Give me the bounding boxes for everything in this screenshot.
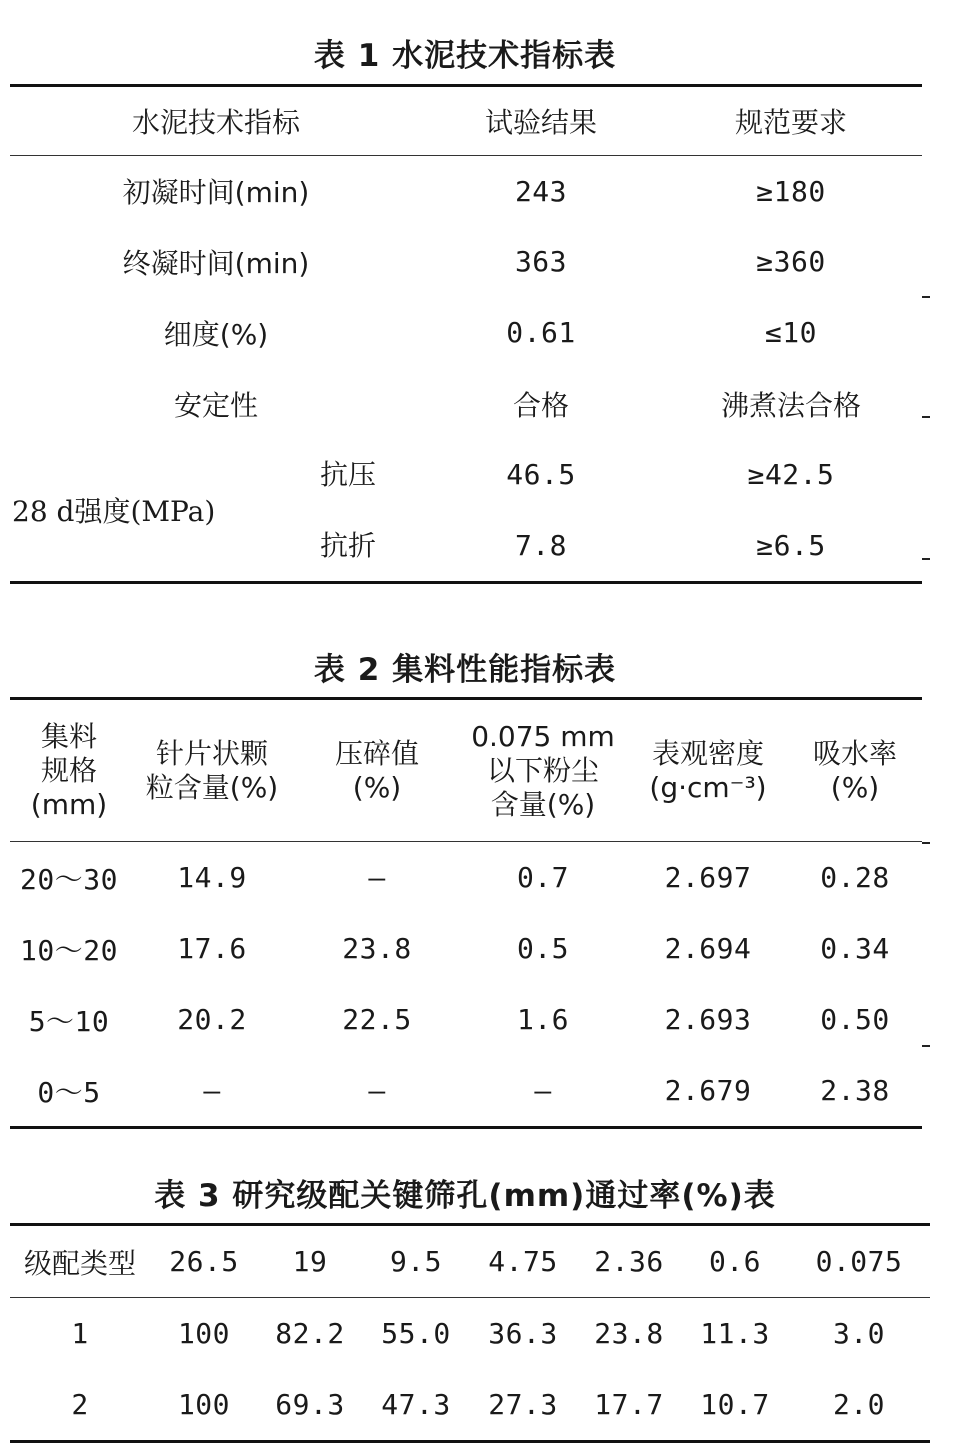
header-line: 集料 [40, 719, 97, 753]
table-row [10, 439, 922, 510]
scan-edge-mark [922, 1045, 930, 1047]
row-label: 细度(%) [163, 317, 269, 351]
header-cell [788, 699, 922, 842]
table-cell: 2.0 [832, 1388, 886, 1421]
table-row [10, 1055, 922, 1128]
row-label: 初凝时间(min) [122, 176, 310, 209]
header-cell: 19 [258, 1225, 362, 1298]
table-row [10, 1298, 930, 1370]
header-line: 吸水率 [812, 736, 897, 770]
spec-cell: ≥360 [756, 245, 826, 278]
table-row [10, 1369, 930, 1442]
table-cell: 82.2 [275, 1317, 345, 1350]
header-cell: 26.5 [150, 1225, 258, 1298]
table-cell: 23.8 [594, 1317, 664, 1350]
table-cell: — [534, 1074, 552, 1107]
header-cell [628, 699, 788, 842]
table-cell: 2.679 [664, 1074, 752, 1107]
table-cell: — [203, 1074, 221, 1107]
table-cell: 36.3 [488, 1317, 558, 1350]
table-cell: 1.6 [516, 1003, 570, 1036]
table-row [10, 913, 922, 984]
table-cell: 2.694 [664, 932, 752, 965]
table-cell: 22.5 [342, 1003, 412, 1036]
table-header-row [10, 86, 922, 156]
table-cell: 2.693 [664, 1003, 752, 1036]
table-row [10, 368, 922, 439]
header-line: 压碎值 [334, 736, 419, 770]
table-cell: 69.3 [275, 1388, 345, 1421]
header-cell: 9.5 [362, 1225, 470, 1298]
table2-caption: 表 2 集料性能指标表 [313, 652, 617, 688]
header-cell [458, 699, 628, 842]
table-cell: 2.38 [820, 1074, 890, 1107]
table-cell: 3.0 [832, 1317, 886, 1350]
header-cell: 0.075 [788, 1225, 930, 1298]
result-cell: 合格 [512, 388, 569, 422]
header-cell: 2.36 [576, 1225, 682, 1298]
strength-label: 28 d强度(MPa) [12, 495, 216, 528]
scan-edge-mark [922, 558, 930, 560]
table-cell: 27.3 [488, 1388, 558, 1421]
table-row [10, 297, 922, 368]
table-cell: 0.7 [516, 861, 570, 894]
header-line: 表观密度 [651, 736, 764, 770]
table-cell: 11.3 [700, 1317, 770, 1350]
table-cell: 20.2 [177, 1003, 247, 1036]
table-cell: 0.28 [820, 861, 890, 894]
header-cell: 0.6 [682, 1225, 788, 1298]
spec-cell: ≤10 [764, 316, 818, 349]
table-cell: 20～30 [20, 862, 118, 896]
table-cell: — [368, 1074, 386, 1107]
scan-edge-mark [922, 416, 930, 418]
header-line: (%) [352, 770, 402, 804]
table-row [10, 984, 922, 1055]
header-line: (g·cm⁻³) [649, 770, 767, 804]
table-cell: 100 [177, 1388, 231, 1421]
table-cell: 10～20 [20, 933, 118, 967]
table-cell: 47.3 [381, 1388, 451, 1421]
header-cell [296, 699, 458, 842]
result-cell: 363 [514, 245, 568, 278]
spec-cell: ≥42.5 [747, 458, 835, 491]
table-cell: 100 [177, 1317, 231, 1350]
table-cell: 0.34 [820, 932, 890, 965]
table1-caption: 表 1 水泥技术指标表 [313, 38, 617, 74]
table-header-row [10, 699, 922, 842]
table-header-row [10, 1225, 930, 1298]
aggregate-index-table [10, 697, 922, 1129]
header-cell [10, 699, 128, 842]
table-cell: 1 [71, 1317, 89, 1350]
header-cell: 规范要求 [660, 86, 922, 156]
spec-cell: ≥6.5 [756, 529, 826, 562]
row-label: 安定性 [173, 388, 258, 422]
table-cell: 17.7 [594, 1388, 664, 1421]
gradation-passing-table [10, 1223, 930, 1443]
header-line: 以下粉尘 [486, 753, 599, 787]
strength-sub-label: 抗压 [319, 458, 376, 491]
table-cell: 23.8 [342, 932, 412, 965]
header-line: 含量(%) [490, 787, 596, 821]
spec-cell: ≥180 [756, 174, 826, 208]
header-cell [128, 699, 296, 842]
header-cell: 4.75 [470, 1225, 576, 1298]
header-line: (%) [830, 770, 880, 804]
header-cell: 水泥技术指标 [10, 86, 422, 156]
header-line: 针片状颗 [155, 736, 268, 770]
table-cell: 0.5 [516, 932, 570, 965]
header-line: (mm) [30, 787, 108, 821]
table3-caption: 表 3 研究级配关键筛孔(mm)通过率(%)表 [154, 1178, 776, 1214]
row-label: 终凝时间(min) [122, 246, 310, 280]
table-row [10, 156, 922, 227]
table-cell: 17.6 [177, 932, 247, 965]
table-cell: 2.697 [664, 861, 752, 894]
scan-edge-mark [922, 296, 930, 298]
table-cell: 5～10 [28, 1004, 110, 1038]
header-cell: 试验结果 [422, 86, 660, 156]
cement-index-table [10, 84, 922, 584]
table-row [10, 842, 922, 914]
strength-sub-label: 抗折 [319, 529, 376, 562]
result-cell: 0.61 [506, 316, 576, 349]
result-cell: 7.8 [514, 529, 568, 562]
spec-cell: 沸煮法合格 [720, 388, 861, 422]
table-cell: 2 [71, 1388, 89, 1421]
scan-edge-mark [922, 842, 930, 844]
table-cell: 0～5 [37, 1075, 101, 1109]
header-line: 规格 [40, 753, 97, 787]
table-cell: — [368, 861, 386, 894]
table-cell: 14.9 [177, 861, 247, 894]
table-cell: 55.0 [381, 1317, 451, 1350]
header-cell: 级配类型 [10, 1225, 150, 1298]
result-cell: 46.5 [506, 458, 576, 491]
table-row [10, 226, 922, 297]
strength-group-cell [10, 439, 422, 583]
header-line: 0.075 mm [471, 719, 615, 753]
table-cell: 0.50 [820, 1003, 890, 1036]
header-line: 粒含量(%) [145, 770, 279, 804]
result-cell: 243 [514, 174, 568, 208]
table-cell: 10.7 [700, 1388, 770, 1421]
